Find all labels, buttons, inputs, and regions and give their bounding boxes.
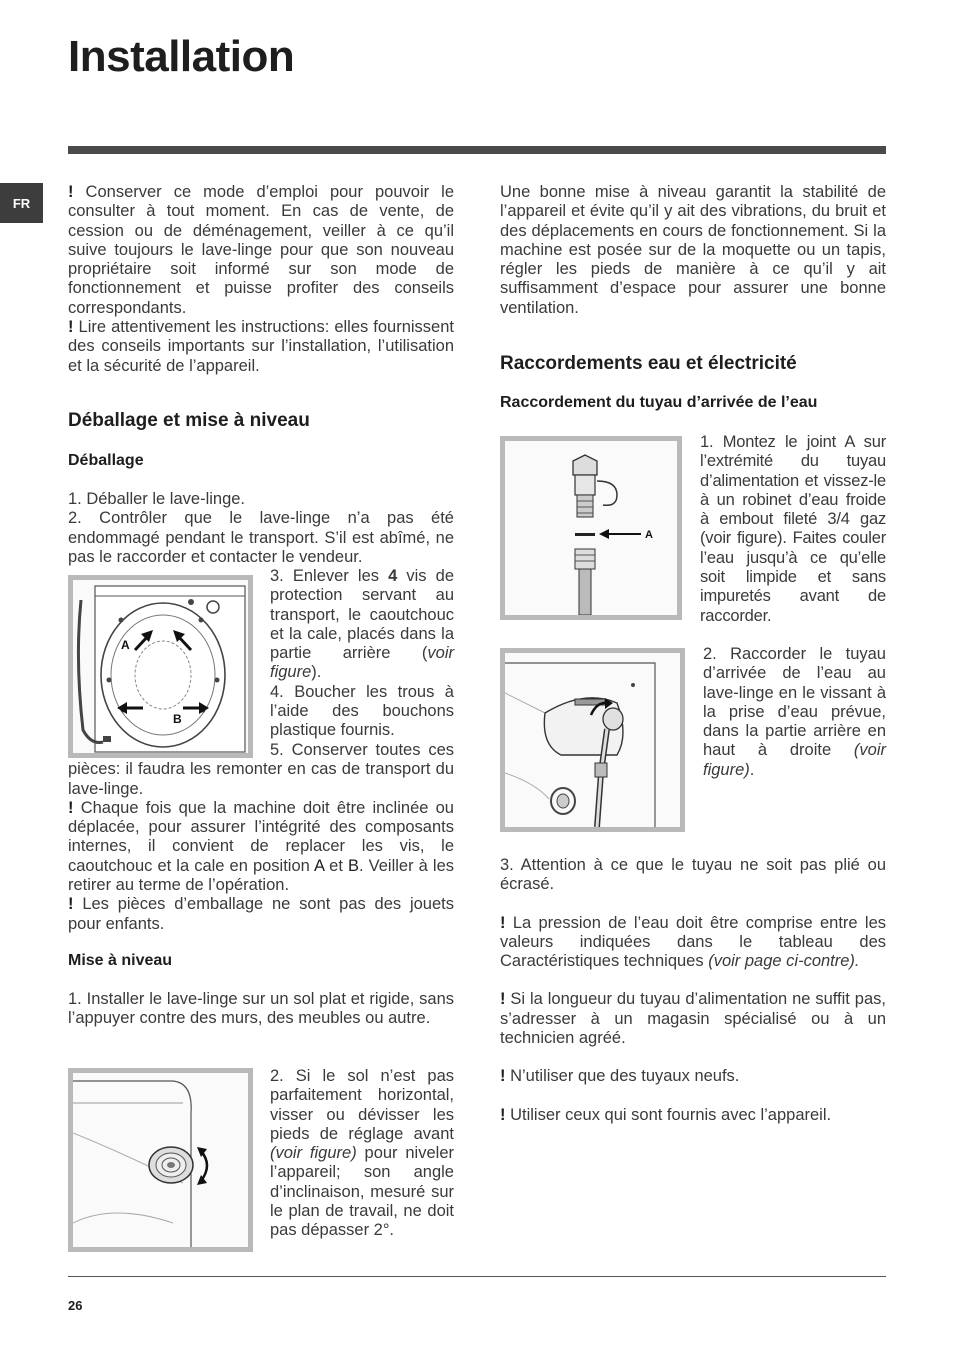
- position-a: A: [313, 856, 325, 875]
- section-heading-connections: Raccordements eau et électricité: [500, 353, 797, 374]
- water-inlet-notes: [500, 856, 886, 1125]
- water-inlet-step-1: [700, 433, 886, 626]
- water-inlet-step-2: [703, 645, 886, 780]
- step-3: [270, 567, 454, 683]
- figure-rear-inlet: [500, 648, 685, 832]
- figure-tap-hose: [500, 436, 682, 620]
- warning-mark: !: [68, 895, 74, 914]
- water-inlet-step-2-a: 2. Raccorder le tuyau d’arrivée de l’eau au lave-linge en le vissant à la prise d’eau prévue, dans la partie arrière en haut à droite: [703, 645, 886, 760]
- see-figure-ref: (voir figure): [703, 741, 886, 779]
- leveling-explanation-text: Une bonne mise à niveau garantit la stabilité de l’appareil et évite qu’il y ait des vibrations, du bruit et des déplacements en cours de fonctionnement. Si la machine est posée sur de la moquette ou un tapis, régler les pieds de manière à ce qu’il y ait suffisamment d’espace pour assurer une bonne ventilation.: [500, 183, 886, 317]
- page-number: 26: [68, 1298, 83, 1313]
- foot-illustration: [73, 1073, 248, 1247]
- warning-pressure-text: La pression de l’eau doit être comprise entre les valeurs indiquées dans le tableau des Caractéristiques techniques: [500, 913, 886, 971]
- water-inlet-step-3: 3. Attention à ce que le tuyau ne soit pas plié ou écrasé.: [500, 856, 886, 894]
- rear-panel-illustration: [73, 580, 248, 753]
- leveling-step-1: [68, 990, 454, 1029]
- step-5: [68, 741, 454, 799]
- step-2: 2. Contrôler que le lave-linge n’a pas été endommagé pendant le transport. S’il est abîmé, ne pas le raccorder et contacter le vendeur.: [68, 509, 454, 566]
- unpacking-steps: [68, 490, 454, 567]
- warning-packaging-text: Les pièces d’emballage ne sont pas des jouets pour enfants.: [68, 895, 454, 933]
- warning-supplied-hoses-text: Utiliser ceux qui sont fournis avec l’appareil.: [510, 1105, 832, 1124]
- step-5-text: 5. Conserver toutes ces pièces: il faudra les remonter en cas de transport du lave-linge.: [68, 741, 454, 798]
- footer-divider: [68, 1276, 886, 1277]
- warning-new-hoses-text: N’utiliser que des tuyaux neufs.: [510, 1067, 740, 1086]
- warning-hose-length-text: Si la longueur du tuyau d’alimentation ne suffit pas, s’adresser à un magasin spécialisé ou à un technicien agréé.: [500, 990, 886, 1048]
- see-page-ref: (voir page ci-contre).: [708, 952, 860, 971]
- warning-new-hoses: [500, 1067, 886, 1086]
- screw-count: 4: [388, 567, 398, 585]
- warning-incline-text: Chaque fois que la machine doit être inclinée ou déplacée, pour assurer l’intégrité des composants internes, il convient de replacer les vis, le caoutchouc et la cale en position: [68, 798, 454, 875]
- warning-supplied-hoses: [500, 1106, 886, 1125]
- warning-mark: !: [68, 798, 74, 817]
- section-heading-unpacking: Déballage et mise à niveau: [68, 410, 310, 431]
- leveling-explanation: [500, 183, 886, 318]
- subheading-leveling: Mise à niveau: [68, 952, 173, 969]
- water-inlet-step-1-text: 1. Montez le joint A sur l’extrémité du tuyau d’alimentation et vissez-le à un robinet d’eau froide à embout fileté 3/4 gaz (voir figure). Faites couler l’eau jusqu’à ce qu’elle soit limpide et sans impuretés avant de raccorder.: [700, 433, 886, 625]
- warning-mark: !: [500, 1067, 506, 1086]
- title-divider: [68, 146, 886, 154]
- label-a: A: [121, 638, 130, 652]
- position-b: B: [348, 856, 360, 875]
- warning-pressure: [500, 914, 886, 972]
- step-3-text-c: ).: [311, 663, 322, 682]
- leveling-step-2-a: 2. Si le sol n’est pas parfaitement horizontal, visser ou dévisser les pieds de réglage avant: [270, 1067, 454, 1143]
- subheading-unpacking: Déballage: [68, 452, 144, 469]
- warning-mark: !: [500, 913, 506, 932]
- conjunction-text: et: [324, 856, 348, 875]
- warning-incline-text-b: . Veiller à les retirer au terme de l’opération.: [68, 856, 455, 895]
- warning-incline: [68, 799, 454, 895]
- rear-inlet-illustration: [505, 653, 680, 827]
- leveling-step-1-text: 1. Installer le lave-linge sur un sol plat et rigide, sans l’appuyer contre des murs, des meubles ou autre.: [68, 990, 454, 1028]
- warning-mark: !: [500, 990, 506, 1009]
- step-4: 4. Boucher les trous à l’aide des bouchons plastique fournis.: [270, 682, 454, 740]
- warning-packaging: [68, 895, 454, 934]
- language-tab: FR: [0, 183, 43, 223]
- figure-adjustable-foot: [68, 1068, 253, 1252]
- label-b: B: [173, 712, 182, 726]
- see-figure-ref: (voir figure): [270, 1144, 357, 1163]
- warning-hose-length: [500, 990, 886, 1048]
- warning-mark: !: [68, 318, 74, 337]
- step-3-text-b: vis de protection servant au transport, le caoutchouc et la cale, placés dans la partie arrière (: [270, 567, 454, 663]
- intro-text-1: Conserver ce mode d’emploi pour pouvoir le consulter à tout moment. En cas de vente, de cession ou de déménagement, veiller à ce qu’il suive toujours le lave-linge pour que son nouveau propriétaire soit informé sur son mode de fonctionnement et puisse profiter des conseils correspondants.: [68, 183, 455, 317]
- water-inlet-step-2-b: .: [749, 760, 755, 779]
- intro-paragraph-2: [68, 318, 454, 376]
- label-a: A: [645, 529, 653, 541]
- intro-text-2: Lire attentivement les instructions: elles fournissent des conseils importants sur l’installation, l’utilisation et la sécurité de l’appareil.: [68, 318, 454, 375]
- left-column-top: [68, 183, 454, 376]
- warning-mark: !: [500, 1105, 506, 1124]
- see-figure-ref: voir figure: [270, 644, 454, 682]
- unpacking-steps-wrap: [270, 567, 454, 741]
- subheading-water-inlet: Raccordement du tuyau d’arrivée de l’eau: [500, 394, 818, 411]
- tap-hose-illustration: [505, 441, 677, 615]
- step-5-and-warnings: [68, 741, 454, 934]
- page-title: Installation: [68, 32, 295, 81]
- leveling-step-2-text: [270, 1067, 454, 1241]
- leveling-step-2: [270, 1067, 454, 1241]
- water-inlet-step-2-text: [703, 645, 886, 780]
- intro-paragraph-1: [68, 183, 454, 318]
- leveling-step-2-b: pour niveler l’appareil; son angle d’inclinaison, mesuré sur le plan de travail, ne doit pas dépasser 2°.: [270, 1144, 454, 1240]
- step-1: 1. Déballer le lave-linge.: [68, 490, 246, 508]
- step-3-text: 3. Enlever les: [270, 567, 389, 585]
- warning-mark: !: [68, 183, 74, 201]
- figure-rear-screws: [68, 575, 253, 758]
